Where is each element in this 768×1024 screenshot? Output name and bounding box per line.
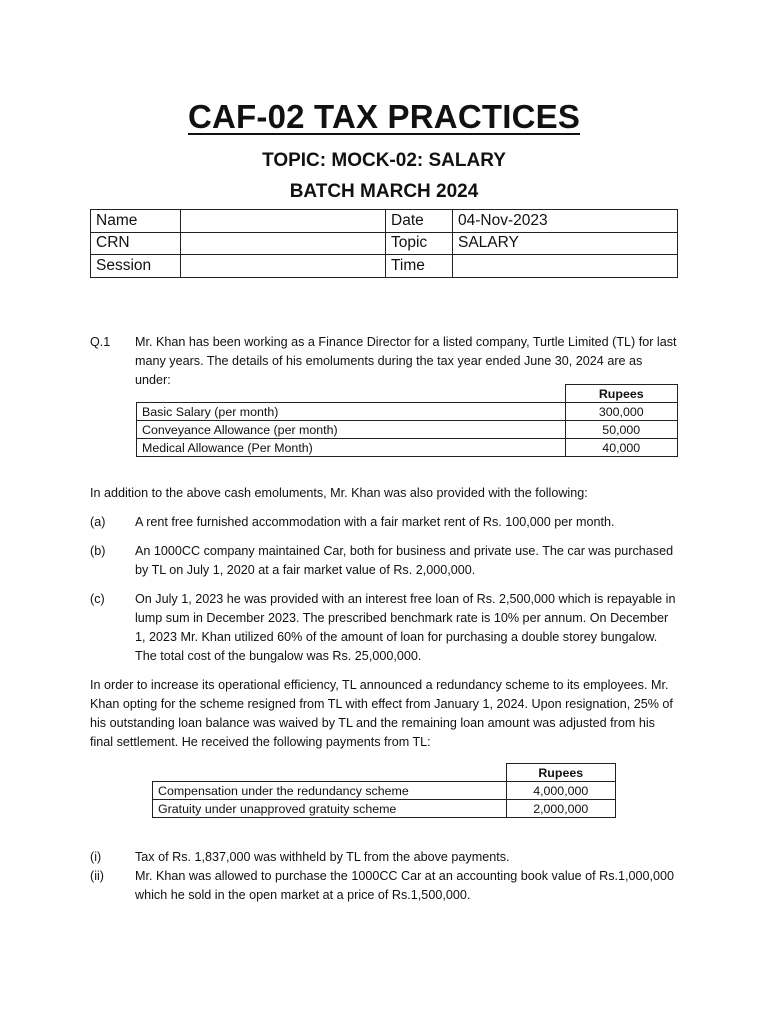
time-field[interactable] [453, 255, 678, 278]
item-text: An 1000CC company maintained Car, both for business and private use. The car was purchased by TL on July 1, 2020 at a fair market value of Rs. 2,000,000. [135, 544, 674, 577]
table-row [153, 764, 616, 782]
note-text: Tax of Rs. 1,837,000 was withheld by TL from the above payments. [135, 850, 510, 864]
emoluments-header: Rupees [565, 385, 678, 403]
table-row [137, 421, 678, 439]
emolument-item: Medical Allowance (Per Month) [137, 439, 566, 457]
topic-value: SALARY [453, 232, 678, 255]
table-row [153, 782, 616, 800]
date-value: 04-Nov-2023 [453, 210, 678, 233]
item-label: (b) [90, 544, 106, 558]
table-row [153, 800, 616, 818]
time-label: Time [386, 255, 453, 278]
question-number: Q.1 [90, 335, 111, 349]
emolument-item: Conveyance Allowance (per month) [137, 421, 566, 439]
table-row [91, 210, 678, 233]
date-label: Date [386, 210, 453, 233]
session-field[interactable] [181, 255, 386, 278]
item-text: On July 1, 2023 he was provided with an interest free loan of Rs. 2,500,000 which is repayable in lump sum in December 2023. The prescribed benchmark rate is 10% per annum. On December 1, 2023 Mr. Khan utilized 60% of the amount of loan for purchasing a double storey bungalow. The total cost of the bungalow was Rs. 25,000,000. [135, 592, 676, 663]
emolument-amount: 50,000 [565, 421, 678, 439]
name-field[interactable] [181, 210, 386, 233]
note-label: (ii) [90, 869, 104, 883]
table-row [137, 439, 678, 457]
table-row [137, 385, 678, 403]
crn-field[interactable] [181, 232, 386, 255]
note-text: Mr. Khan was allowed to purchase the 1000CC Car at an accounting book value of Rs.1,000,000 which he sold in the open market at a price of Rs.1,500,000. [135, 869, 675, 902]
document-title: CAF-02 TAX PRACTICES [187, 98, 581, 135]
emolument-amount: 40,000 [565, 439, 678, 457]
payments-header: Rupees [506, 764, 616, 782]
note-label: (i) [90, 850, 102, 864]
item-label: (c) [90, 592, 105, 606]
payment-item: Compensation under the redundancy scheme [153, 782, 507, 800]
item-text: A rent free furnished accommodation with a fair market rent of Rs. 100,000 per month. [135, 515, 615, 529]
batch-subtitle: BATCH MARCH 2024 [289, 181, 479, 202]
question-intro: Mr. Khan has been working as a Finance Director for a listed company, Turtle Limited (TL) for last many years. The details of his emoluments during the tax year ended June 30, 2024 are as under: [135, 335, 677, 387]
emoluments-table [136, 384, 678, 457]
payments-table [152, 763, 616, 818]
topic-subtitle: TOPIC: MOCK-02: SALARY [262, 150, 506, 171]
table-row [91, 232, 678, 255]
crn-label: CRN [91, 232, 181, 255]
table-row [137, 403, 678, 421]
topic-label: Topic [386, 232, 453, 255]
payment-item: Gratuity under unapproved gratuity scheme [153, 800, 507, 818]
name-label: Name [91, 210, 181, 233]
item-label: (a) [90, 515, 106, 529]
payment-amount: 2,000,000 [506, 800, 616, 818]
table-row [91, 255, 678, 278]
emolument-item: Basic Salary (per month) [137, 403, 566, 421]
payment-amount: 4,000,000 [506, 782, 616, 800]
session-label: Session [91, 255, 181, 278]
redundancy-paragraph: In order to increase its operational efficiency, TL announced a redundancy scheme to its employees. Mr. Khan opting for the scheme resigned from TL with effect from January 1, 2024. Upon resignation, 25% of his outstanding loan balance was waived by TL and the remaining loan amount was adjusted from his final settlement. He received the following payments from TL: [90, 678, 673, 749]
student-info-table [90, 209, 678, 278]
emolument-amount: 300,000 [565, 403, 678, 421]
addition-intro: In addition to the above cash emoluments, Mr. Khan was also provided with the following: [90, 486, 588, 500]
